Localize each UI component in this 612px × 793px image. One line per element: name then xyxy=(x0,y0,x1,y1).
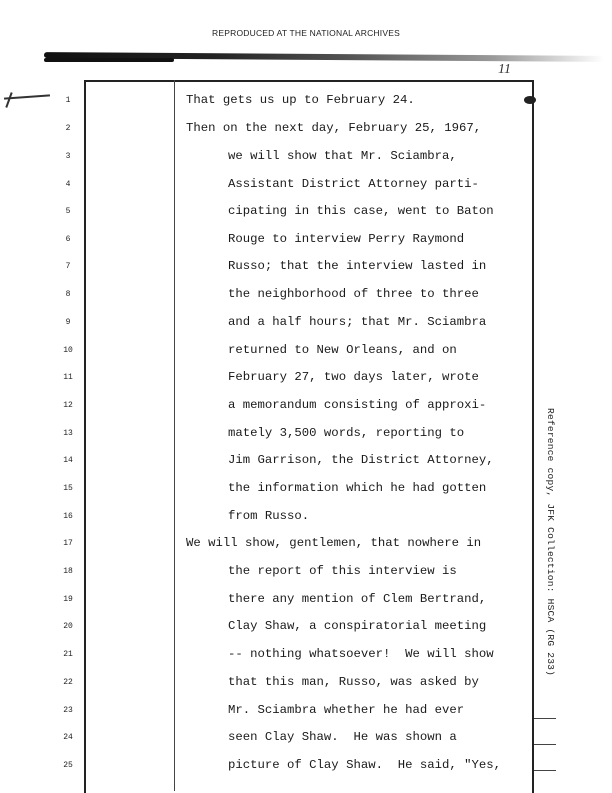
ink-blot xyxy=(524,96,536,104)
line-number: 11 xyxy=(63,373,73,382)
transcript-line: Jim Garrison, the District Attorney, xyxy=(228,453,494,467)
transcript-line: That gets us up to February 24. xyxy=(186,93,415,107)
transcript-line: there any mention of Clem Bertrand, xyxy=(228,592,487,606)
transcript-line: the report of this interview is xyxy=(228,564,457,578)
transcript-line: the neighborhood of three to three xyxy=(228,287,479,301)
transcript-line: -- nothing whatsoever! We will show xyxy=(228,647,494,661)
transcript-line: and a half hours; that Mr. Sciambra xyxy=(228,315,487,329)
line-number: 10 xyxy=(63,346,73,355)
line-number: 13 xyxy=(63,429,73,438)
line-number: 16 xyxy=(63,512,73,521)
line-number: 3 xyxy=(65,152,71,161)
line-number: 15 xyxy=(63,484,73,493)
transcript-line: Clay Shaw, a conspiratorial meeting xyxy=(228,619,487,633)
transcript-line: seen Clay Shaw. He was shown a xyxy=(228,730,457,744)
line-number: 12 xyxy=(63,401,73,410)
transcript-line: that this man, Russo, was asked by xyxy=(228,675,479,689)
line-number: 9 xyxy=(65,318,71,327)
transcript-line: a memorandum consisting of approxi- xyxy=(228,398,487,412)
transcript-line: Assistant District Attorney parti- xyxy=(228,177,479,191)
transcript-line: mately 3,500 words, reporting to xyxy=(228,426,465,440)
transcript-line: we will show that Mr. Sciambra, xyxy=(228,149,457,163)
transcript-line: Rouge to interview Perry Raymond xyxy=(228,232,465,246)
line-number: 17 xyxy=(63,539,73,548)
transcript-line: picture of Clay Shaw. He said, "Yes, xyxy=(228,758,502,772)
line-number: 2 xyxy=(65,124,71,133)
right-margin-rule xyxy=(534,770,556,771)
line-number: 7 xyxy=(65,262,71,271)
transcript-line: cipating in this case, went to Baton xyxy=(228,204,494,218)
line-number: 19 xyxy=(63,595,73,604)
archive-header: REPRODUCED AT THE NATIONAL ARCHIVES xyxy=(212,28,400,38)
line-number: 18 xyxy=(63,567,73,576)
line-number: 5 xyxy=(65,207,71,216)
line-number: 1 xyxy=(65,96,71,105)
right-margin-rule xyxy=(534,744,556,745)
transcript-line: the information which he had gotten xyxy=(228,481,487,495)
transcript-line: from Russo. xyxy=(228,509,310,523)
transcript-line: February 27, two days later, wrote xyxy=(228,370,479,384)
line-number: 4 xyxy=(65,180,71,189)
transcript-line: Then on the next day, February 25, 1967, xyxy=(186,121,482,135)
transcript-line: returned to New Orleans, and on xyxy=(228,343,457,357)
scan-smudge-dark xyxy=(44,58,174,62)
handwritten-page-number: 11 xyxy=(498,62,511,77)
line-number: 23 xyxy=(63,706,73,715)
line-number: 6 xyxy=(65,235,71,244)
transcript-line: We will show, gentlemen, that nowhere in xyxy=(186,536,482,550)
line-number: 24 xyxy=(63,733,73,742)
line-number: 22 xyxy=(63,678,73,687)
line-number: 21 xyxy=(63,650,73,659)
reference-stamp xyxy=(544,408,556,693)
reference-stamp-text: Reference copy, JFK Collection: HSCA (RG 233) xyxy=(545,408,556,677)
transcript-line: Russo; that the interview lasted in xyxy=(228,259,487,273)
line-number: 14 xyxy=(63,456,73,465)
line-number-rule xyxy=(174,80,176,791)
right-margin-rule xyxy=(534,718,556,719)
transcript-line: Mr. Sciambra whether he had ever xyxy=(228,703,465,717)
margin-mark-tick xyxy=(5,92,12,108)
line-number: 8 xyxy=(65,290,71,299)
line-number: 25 xyxy=(63,761,73,770)
line-number: 20 xyxy=(63,622,73,631)
